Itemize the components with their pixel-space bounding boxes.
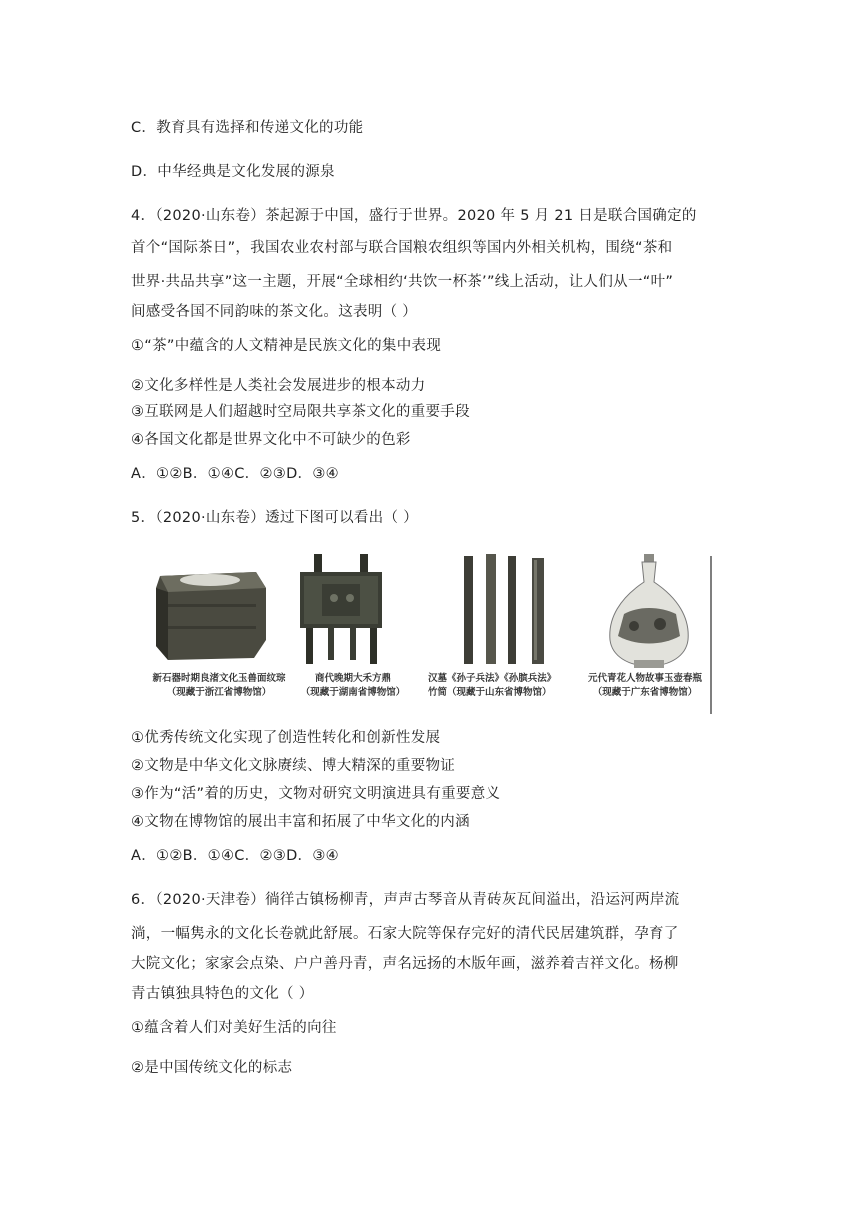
cultural-relics-figure [138,548,713,714]
caption-porcelain-vase-location: （现藏于广东省博物馆） [592,687,698,698]
caption-bamboo-slips-location: 竹简（现藏于山东省博物馆） [428,687,552,698]
caption-porcelain-vase [580,672,710,700]
question-6-stem-line-2: 淌，一幅隽永的文化长卷就此舒展。石家大院等保存完好的清代民居建筑群，孕育了 [131,926,679,942]
bronze-ding-image [300,554,382,664]
caption-bamboo-slips [428,672,578,700]
question-6-stem-line-3: 大院文化；家家会点染、户户善丹青，声名远扬的木版年画，滋养着吉祥文化。杨柳 [131,956,679,972]
question-4-statement-3: ③互联网是人们超越时空局限共享茶文化的重要手段 [131,404,470,420]
caption-jade-cong-title: 新石器时期良渚文化玉兽面纹琮 [152,673,286,684]
question-4-stem-line-2: 首个“国际茶日”，我国农业农村部与联合国粮农组织等国内外相关机构，围绕“茶和 [131,240,673,256]
question-6-stem-line-1: 6．（2020·天津卷）徜徉古镇杨柳青，声声古琴音从青砖灰瓦间溢出，沿运河两岸流 [131,892,680,908]
porcelain-vase-image [610,554,688,668]
caption-bronze-ding-title: 商代晚期大禾方鼎 [314,673,391,684]
question-4-statement-4: ④各国文化都是世界文化中不可缺少的色彩 [131,432,411,448]
caption-porcelain-vase-title: 元代青花人物故事玉壶春瓶 [587,673,702,684]
option-d-q3: D．中华经典是文化发展的源泉 [131,164,335,180]
caption-jade-cong [144,672,294,700]
question-4-statement-1: ①“茶”中蕴含的人文精神是民族文化的集中表现 [131,338,442,354]
question-6-stem-line-4: 青古镇独具特色的文化（ ） [131,986,314,1002]
question-5-statement-4: ④文物在博物馆的展出丰富和拓展了中华文化的内涵 [131,814,470,830]
question-5-stem: 5．（2020·山东卷）透过下图可以看出（ ） [131,510,418,526]
question-4-stem-line-4: 间感受各国不同韵味的茶文化。这表明（ ） [131,304,418,320]
question-5-statement-3: ③作为“活”着的历史，文物对研究文明演进具有重要意义 [131,786,501,802]
question-5-statement-2: ②文物是中华文化文脉赓续、博大精深的重要物证 [131,758,456,774]
caption-bronze-ding [288,672,418,700]
option-c-q3: C．教育具有选择和传递文化的功能 [131,120,364,136]
question-4-statement-2: ②文化多样性是人类社会发展进步的根本动力 [131,378,426,394]
question-6-statement-1: ①蕴含着人们对美好生活的向往 [131,1020,337,1036]
caption-bamboo-slips-title: 汉墓《孙子兵法》《孙膑兵法》 [428,673,557,684]
question-4-stem-line-1: 4．（2020·山东卷）茶起源于中国，盛行于世界。2020 年 5 月 21 日是联合国确定的 [131,208,697,224]
jade-cong-image [156,572,266,660]
question-4-options: A．①②B．①④C．②③D．③④ [131,466,339,482]
caption-bronze-ding-location: （现藏于湖南省博物馆） [300,687,406,698]
question-5-statement-1: ①优秀传统文化实现了创造性转化和创新性发展 [131,730,441,746]
question-6-statement-2: ②是中国传统文化的标志 [131,1060,293,1076]
caption-jade-cong-location: （现藏于浙江省博物馆） [166,687,272,698]
question-5-options: A．①②B．①④C．②③D．③④ [131,848,339,864]
question-4-stem-line-3: 世界·共品共享”这一主题，开展“全球相约‘共饮一杯茶’”线上活动，让人们从一“叶” [131,274,674,290]
bamboo-slips-image [464,554,544,664]
